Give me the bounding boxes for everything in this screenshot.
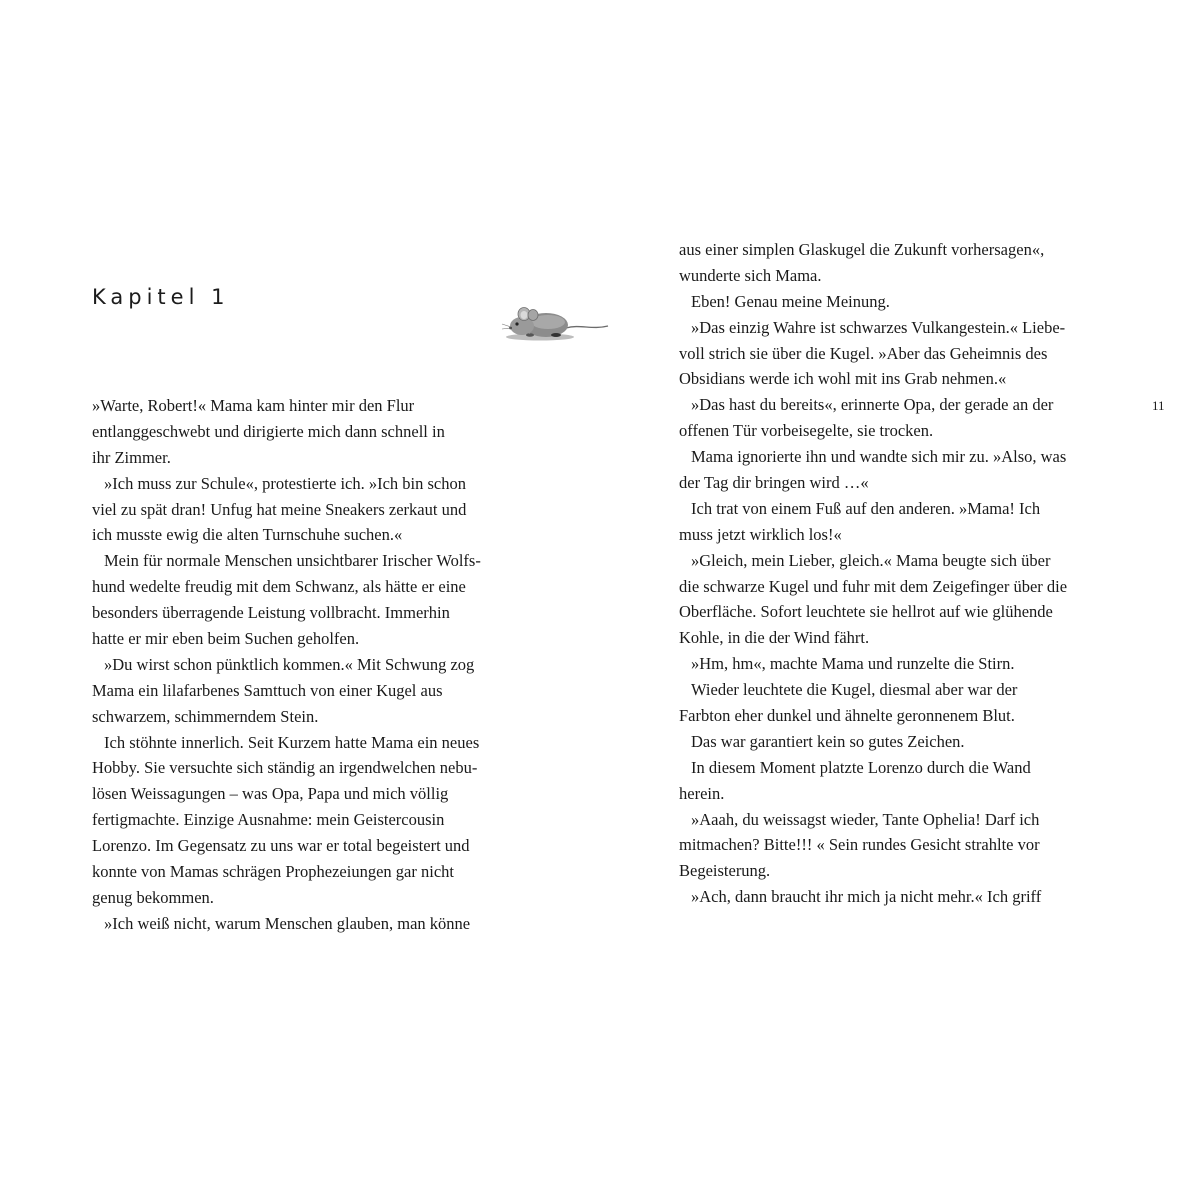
text-line: »Warte, Robert!« Mama kam hinter mir den Flur bbox=[92, 396, 415, 415]
text-line: Kohle, in die der Wind fährt. bbox=[679, 628, 870, 648]
text-line: »Gleich, mein Lieber, gleich.« Mama beugte sich über bbox=[691, 550, 1051, 570]
text-line: Mama ignorierte ihn und wandte sich mir zu. »Also, was bbox=[691, 447, 1067, 467]
text-line: »Ach, dann braucht ihr mich ja nicht mehr.« Ich griff bbox=[691, 887, 1042, 907]
text-line: Obsidians werde ich wohl mit ins Grab nehmen.« bbox=[679, 369, 1007, 389]
text-line: schwarzem, schimmerndem Stein. bbox=[92, 706, 319, 726]
mouse-illustration-icon bbox=[500, 300, 610, 346]
text-line: herein. bbox=[679, 783, 725, 803]
text-line: muss jetzt wirklich los!« bbox=[679, 524, 842, 544]
text-line: Mein für normale Menschen unsichtbarer Irischer Wolfs- bbox=[104, 551, 481, 571]
text-line: Mama ein lilafarbenes Samttuch von einer Kugel aus bbox=[92, 680, 443, 700]
text-line: mitmachen? Bitte!!! « Sein rundes Gesicht strahlte vor bbox=[679, 835, 1040, 855]
text-line: entlanggeschwebt und dirigierte mich dann schnell in bbox=[92, 421, 445, 441]
text-line: Lorenzo. Im Gegensatz zu uns war er total begeistert und bbox=[92, 836, 470, 856]
text-line: Farbton eher dunkel und ähnelte geronnenem Blut. bbox=[679, 706, 1015, 726]
text-line: ich musste ewig die alten Turnschuhe suchen.« bbox=[92, 525, 403, 545]
text-line: »Das einzig Wahre ist schwarzes Vulkangestein.« Liebe- bbox=[691, 317, 1066, 337]
text-line: hund wedelte freudig mit dem Schwanz, als hätte er eine bbox=[92, 577, 466, 597]
text-line: Begeisterung. bbox=[679, 861, 771, 881]
text-line: die schwarze Kugel und fuhr mit dem Zeigefinger über die bbox=[679, 576, 1068, 596]
text-line: »Du wirst schon pünktlich kommen.« Mit Schwung zog bbox=[104, 654, 475, 674]
text-line: fertigmachte. Einzige Ausnahme: mein Geistercousin bbox=[92, 810, 445, 830]
text-line: Das war garantiert kein so gutes Zeichen. bbox=[691, 731, 965, 751]
text-line: Eben! Genau meine Meinung. bbox=[691, 291, 890, 311]
text-line: In diesem Moment platzte Lorenzo durch die Wand bbox=[691, 757, 1031, 777]
text-line: »Hm, hm«, machte Mama und runzelte die Stirn. bbox=[691, 654, 1015, 674]
text-line: der Tag dir bringen wird …« bbox=[679, 473, 869, 493]
text-line: »Ich muss zur Schule«, protestierte ich. »Ich bin schon bbox=[104, 473, 466, 493]
text-line: Oberfläche. Sofort leuchtete sie hellrot auf wie glühende bbox=[679, 602, 1053, 622]
text-line: »Aaah, du weissagst wieder, Tante Ophelia! Darf ich bbox=[691, 809, 1040, 829]
text-line: besonders überragende Leistung vollbracht. Immerhin bbox=[92, 603, 450, 623]
text-line: Ich stöhnte innerlich. Seit Kurzem hatte Mama ein neues bbox=[104, 732, 480, 752]
text-line: hatte er mir eben beim Suchen geholfen. bbox=[92, 629, 360, 649]
right-page-text bbox=[679, 237, 1119, 910]
text-line: Wieder leuchtete die Kugel, diesmal aber war der bbox=[691, 680, 1018, 700]
text-line: konnte von Mamas schrägen Prophezeiungen gar nicht bbox=[92, 862, 454, 882]
text-line: viel zu spät dran! Unfug hat meine Sneakers zerkaut und bbox=[92, 499, 467, 519]
text-line: offenen Tür vorbeisegelte, sie trocken. bbox=[679, 421, 934, 441]
text-line: Ich trat von einem Fuß auf den anderen. »Mama! Ich bbox=[691, 498, 1041, 518]
text-line: ihr Zimmer. bbox=[92, 447, 171, 467]
page-number: 11 bbox=[1152, 398, 1165, 413]
text-line: Hobby. Sie versuchte sich ständig an irgendwelchen nebu- bbox=[92, 758, 478, 778]
chapter-title: Kapitel 1 bbox=[92, 285, 230, 309]
left-page-text bbox=[92, 393, 532, 937]
text-line: wunderte sich Mama. bbox=[679, 265, 822, 285]
text-line: »Das hast du bereits«, erinnerte Opa, der gerade an der bbox=[691, 395, 1054, 415]
text-line: genug bekommen. bbox=[92, 887, 214, 907]
text-line: »Ich weiß nicht, warum Menschen glauben, man könne bbox=[104, 913, 471, 933]
text-line: lösen Weissagungen – was Opa, Papa und mich völlig bbox=[92, 784, 449, 804]
text-line: aus einer simplen Glaskugel die Zukunft vorhersagen«, bbox=[679, 240, 1045, 259]
text-line: voll strich sie über die Kugel. »Aber das Geheimnis des bbox=[679, 343, 1048, 363]
